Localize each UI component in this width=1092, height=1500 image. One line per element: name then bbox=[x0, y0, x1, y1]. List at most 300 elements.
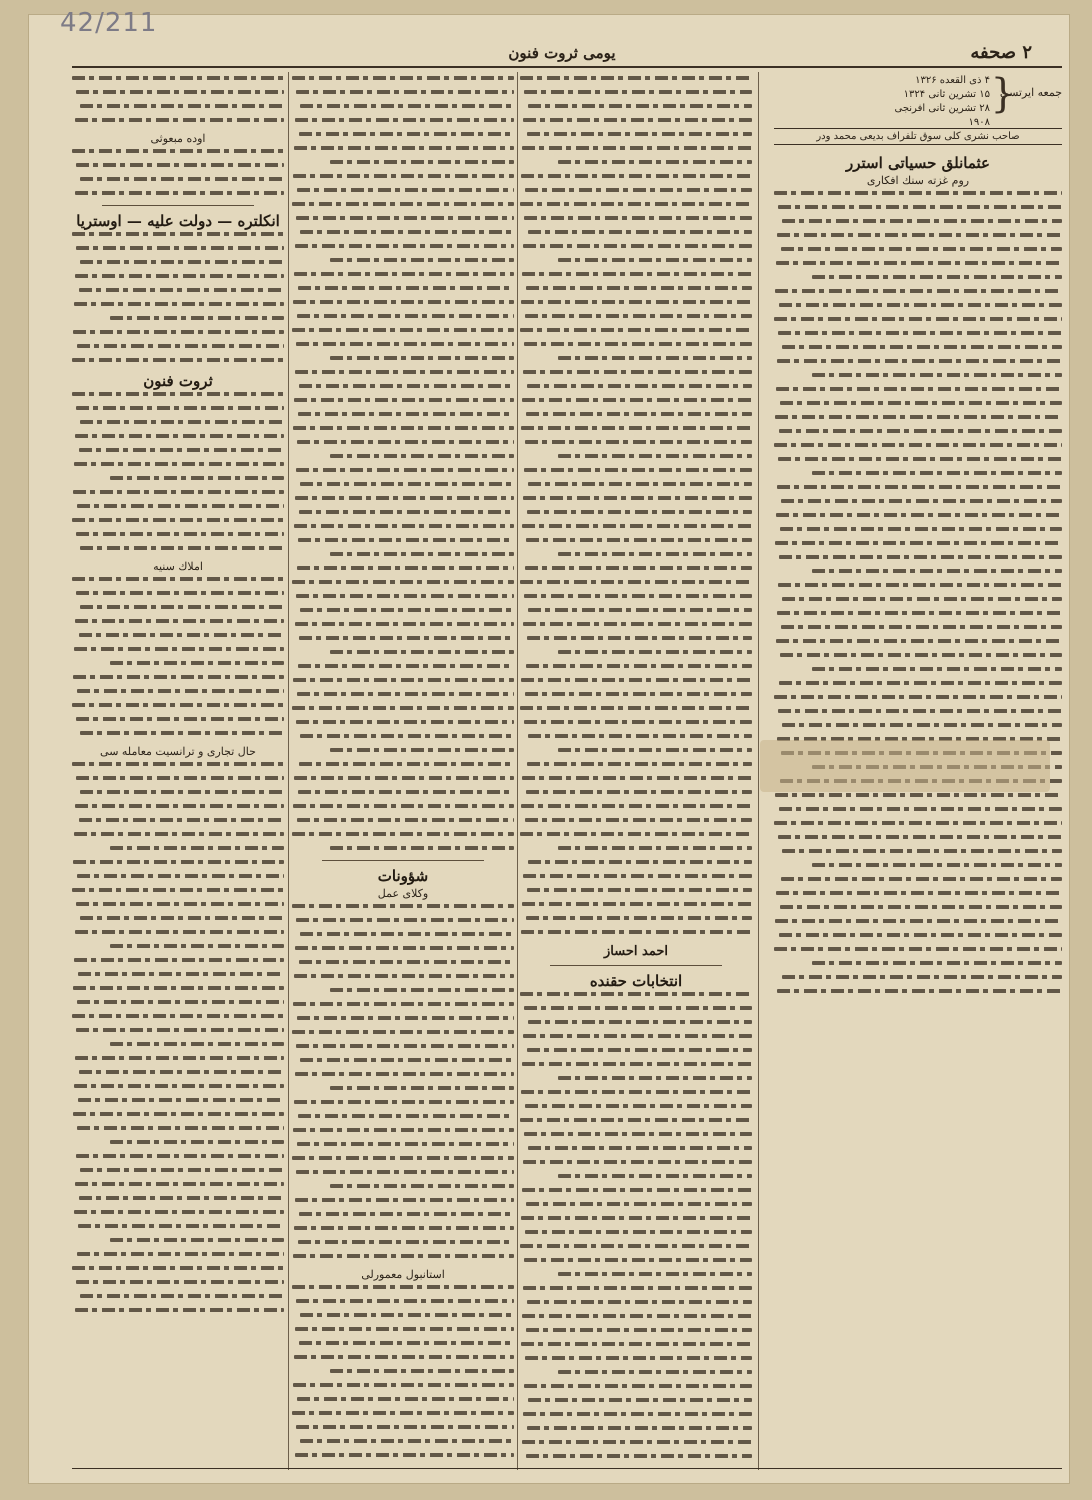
article-body bbox=[72, 76, 284, 122]
text-line bbox=[521, 174, 752, 178]
text-line bbox=[297, 314, 514, 318]
text-line bbox=[776, 513, 1062, 517]
text-line bbox=[299, 1341, 514, 1345]
text-line bbox=[299, 636, 514, 640]
text-line bbox=[80, 177, 284, 181]
text-line bbox=[297, 440, 514, 444]
text-line bbox=[294, 974, 514, 978]
text-line bbox=[520, 832, 752, 836]
text-line bbox=[524, 1132, 752, 1136]
text-line bbox=[521, 1342, 752, 1346]
text-line bbox=[77, 689, 284, 693]
text-line bbox=[524, 1384, 752, 1388]
text-line bbox=[292, 1030, 514, 1034]
text-line bbox=[523, 370, 752, 374]
text-line bbox=[782, 219, 1062, 223]
paper-name: یومی ثروت فنون bbox=[508, 44, 616, 62]
text-line bbox=[522, 1440, 752, 1444]
text-line bbox=[527, 1300, 752, 1304]
text-line bbox=[75, 118, 284, 122]
text-line bbox=[74, 462, 284, 466]
text-line bbox=[80, 420, 284, 424]
text-line bbox=[80, 605, 284, 609]
text-line bbox=[292, 580, 514, 584]
text-line bbox=[296, 1044, 514, 1048]
text-line bbox=[110, 316, 284, 320]
text-line bbox=[295, 496, 514, 500]
column-separator bbox=[517, 72, 518, 1470]
text-line bbox=[558, 748, 752, 752]
text-line bbox=[812, 471, 1062, 475]
text-line bbox=[297, 818, 514, 822]
text-line bbox=[782, 597, 1062, 601]
text-line bbox=[297, 1016, 514, 1020]
text-line bbox=[524, 720, 752, 724]
text-line bbox=[75, 191, 284, 195]
news-body bbox=[72, 762, 284, 1312]
news-body bbox=[72, 392, 284, 550]
text-line bbox=[73, 330, 284, 334]
text-line bbox=[522, 776, 752, 780]
text-line bbox=[292, 1285, 514, 1289]
text-line bbox=[523, 496, 752, 500]
text-line bbox=[73, 860, 284, 864]
text-line bbox=[295, 946, 514, 950]
text-line bbox=[777, 359, 1062, 363]
text-line bbox=[298, 412, 514, 416]
text-line bbox=[76, 1028, 284, 1032]
text-line bbox=[779, 555, 1062, 559]
text-line bbox=[526, 790, 752, 794]
text-line bbox=[76, 1154, 284, 1158]
text-line bbox=[776, 261, 1062, 265]
text-line bbox=[79, 818, 284, 822]
text-line bbox=[292, 1411, 514, 1415]
article-body bbox=[292, 76, 514, 850]
text-line bbox=[782, 345, 1062, 349]
text-line bbox=[524, 594, 752, 598]
archive-number: 42/211 bbox=[60, 8, 158, 38]
text-line bbox=[76, 902, 284, 906]
text-line bbox=[74, 958, 284, 962]
text-line bbox=[775, 415, 1062, 419]
text-line bbox=[521, 678, 752, 682]
text-line bbox=[558, 454, 752, 458]
text-line bbox=[295, 370, 514, 374]
text-line bbox=[75, 1056, 284, 1060]
text-line bbox=[520, 328, 752, 332]
text-line bbox=[779, 681, 1062, 685]
text-line bbox=[528, 860, 752, 864]
text-line bbox=[110, 476, 284, 480]
text-line bbox=[777, 611, 1062, 615]
text-line bbox=[298, 1240, 514, 1244]
text-line bbox=[524, 342, 752, 346]
text-line bbox=[779, 303, 1062, 307]
text-line bbox=[525, 440, 752, 444]
text-line bbox=[525, 1230, 752, 1234]
text-line bbox=[294, 1100, 514, 1104]
text-line bbox=[110, 661, 284, 665]
text-line bbox=[525, 188, 752, 192]
text-line bbox=[527, 762, 752, 766]
text-line bbox=[296, 1425, 514, 1429]
text-line bbox=[527, 888, 752, 892]
text-line bbox=[780, 653, 1062, 657]
text-line bbox=[299, 510, 514, 514]
text-line bbox=[72, 358, 284, 362]
text-line bbox=[520, 580, 752, 584]
text-line bbox=[299, 132, 514, 136]
text-line bbox=[525, 692, 752, 696]
text-line bbox=[76, 406, 284, 410]
text-line bbox=[523, 118, 752, 122]
text-line bbox=[110, 1140, 284, 1144]
text-line bbox=[774, 695, 1062, 699]
text-line bbox=[292, 202, 514, 206]
text-line bbox=[330, 356, 514, 360]
text-line bbox=[781, 625, 1062, 629]
text-line bbox=[523, 244, 752, 248]
text-line bbox=[777, 233, 1062, 237]
text-line bbox=[72, 518, 284, 522]
text-line bbox=[74, 1210, 284, 1214]
text-line bbox=[300, 482, 514, 486]
news-body bbox=[72, 149, 284, 195]
article-signature: احمد احساز bbox=[604, 944, 668, 959]
text-line bbox=[72, 1014, 284, 1018]
text-line bbox=[812, 373, 1062, 377]
text-line bbox=[293, 1002, 514, 1006]
text-line bbox=[72, 1266, 284, 1270]
text-line bbox=[558, 160, 752, 164]
text-line bbox=[295, 622, 514, 626]
text-line bbox=[77, 874, 284, 878]
text-line bbox=[774, 443, 1062, 447]
text-line bbox=[521, 1216, 752, 1220]
text-line bbox=[300, 1058, 514, 1062]
text-line bbox=[778, 457, 1062, 461]
text-line bbox=[72, 76, 284, 80]
text-line bbox=[524, 1258, 752, 1262]
text-line bbox=[76, 776, 284, 780]
text-line bbox=[526, 538, 752, 542]
text-line bbox=[522, 1062, 752, 1066]
text-line bbox=[74, 302, 284, 306]
text-line bbox=[297, 692, 514, 696]
text-line bbox=[296, 90, 514, 94]
date-list bbox=[870, 74, 990, 130]
text-line bbox=[526, 916, 752, 920]
text-line bbox=[72, 392, 284, 396]
text-line bbox=[295, 118, 514, 122]
text-line bbox=[522, 902, 752, 906]
text-line bbox=[296, 1170, 514, 1174]
date-brace: { bbox=[990, 71, 1016, 117]
text-line bbox=[527, 510, 752, 514]
text-line bbox=[292, 832, 514, 836]
text-line bbox=[294, 398, 514, 402]
text-line bbox=[76, 717, 284, 721]
date-box bbox=[774, 70, 1062, 128]
text-line bbox=[524, 468, 752, 472]
text-line bbox=[76, 90, 284, 94]
section-title: شؤونات bbox=[377, 867, 429, 885]
text-line bbox=[782, 723, 1062, 727]
text-line bbox=[812, 961, 1062, 965]
text-line bbox=[528, 734, 752, 738]
text-line bbox=[292, 328, 514, 332]
text-line bbox=[558, 258, 752, 262]
text-line bbox=[300, 230, 514, 234]
text-line bbox=[76, 163, 284, 167]
article-title: عثمانلق حسیاتی استرر bbox=[845, 154, 991, 172]
text-line bbox=[76, 246, 284, 250]
text-line bbox=[558, 1174, 752, 1178]
text-line bbox=[525, 1356, 752, 1360]
text-line bbox=[80, 1294, 284, 1298]
text-line bbox=[296, 468, 514, 472]
column-3 bbox=[292, 76, 514, 1464]
text-line bbox=[812, 667, 1062, 671]
text-line bbox=[295, 1072, 514, 1076]
column-separator bbox=[758, 72, 759, 1470]
text-line bbox=[525, 818, 752, 822]
article-title: انتخابات حقنده bbox=[589, 972, 683, 990]
news-heading: املاك سنيه bbox=[153, 560, 203, 573]
date-gregorian: ۲۸ تشرین ثانی افرنجی ۱۹۰۸ bbox=[894, 103, 990, 128]
text-line bbox=[293, 1383, 514, 1387]
text-line bbox=[79, 633, 284, 637]
text-line bbox=[294, 776, 514, 780]
text-line bbox=[330, 160, 514, 164]
text-line bbox=[522, 1314, 752, 1318]
text-line bbox=[558, 356, 752, 360]
text-line bbox=[72, 703, 284, 707]
text-line bbox=[300, 1439, 514, 1443]
text-line bbox=[72, 762, 284, 766]
text-line bbox=[79, 448, 284, 452]
text-line bbox=[110, 944, 284, 948]
text-line bbox=[294, 146, 514, 150]
text-line bbox=[526, 412, 752, 416]
text-line bbox=[523, 622, 752, 626]
text-line bbox=[524, 90, 752, 94]
text-line bbox=[296, 720, 514, 724]
text-line bbox=[80, 104, 284, 108]
text-line bbox=[77, 1000, 284, 1004]
text-line bbox=[72, 577, 284, 581]
text-line bbox=[330, 1184, 514, 1188]
text-line bbox=[297, 566, 514, 570]
article-body bbox=[520, 76, 752, 934]
text-line bbox=[778, 835, 1062, 839]
text-line bbox=[330, 258, 514, 262]
text-line bbox=[74, 832, 284, 836]
text-line bbox=[73, 675, 284, 679]
text-line bbox=[299, 762, 514, 766]
text-line bbox=[300, 1313, 514, 1317]
text-line bbox=[521, 1090, 752, 1094]
text-line bbox=[526, 664, 752, 668]
text-line bbox=[110, 1238, 284, 1242]
article-subtitle: روم غزته سنك افكاری bbox=[866, 174, 970, 187]
section-subtitle: استانبول معمورلی bbox=[361, 1268, 445, 1281]
text-line bbox=[79, 288, 284, 292]
text-line bbox=[778, 331, 1062, 335]
text-line bbox=[330, 552, 514, 556]
text-line bbox=[330, 748, 514, 752]
text-line bbox=[527, 384, 752, 388]
text-line bbox=[779, 933, 1062, 937]
text-line bbox=[293, 300, 514, 304]
divider bbox=[102, 205, 254, 206]
text-line bbox=[73, 490, 284, 494]
text-line bbox=[80, 1168, 284, 1172]
text-line bbox=[774, 947, 1062, 951]
footer-rule bbox=[72, 1468, 1062, 1469]
news-heading: اوده مبعوثی bbox=[150, 132, 206, 145]
text-line bbox=[299, 960, 514, 964]
text-line bbox=[523, 1034, 752, 1038]
text-line bbox=[80, 731, 284, 735]
text-line bbox=[77, 1126, 284, 1130]
text-line bbox=[293, 426, 514, 430]
text-line bbox=[75, 274, 284, 278]
text-line bbox=[298, 538, 514, 542]
text-line bbox=[296, 918, 514, 922]
text-line bbox=[330, 454, 514, 458]
text-line bbox=[79, 1070, 284, 1074]
text-line bbox=[774, 317, 1062, 321]
text-line bbox=[525, 314, 752, 318]
text-line bbox=[80, 546, 284, 550]
news-heading: ثروت فنون bbox=[143, 372, 213, 390]
text-line bbox=[522, 146, 752, 150]
text-line bbox=[522, 524, 752, 528]
date-day: جمعه ایرتسی bbox=[999, 86, 1062, 99]
section-body bbox=[292, 1285, 514, 1464]
text-line bbox=[293, 174, 514, 178]
text-line bbox=[526, 1202, 752, 1206]
text-line bbox=[300, 608, 514, 612]
text-line bbox=[528, 482, 752, 486]
text-line bbox=[299, 384, 514, 388]
text-line bbox=[558, 552, 752, 556]
text-line bbox=[292, 1156, 514, 1160]
text-line bbox=[295, 1198, 514, 1202]
text-line bbox=[520, 992, 752, 996]
text-line bbox=[76, 1280, 284, 1284]
text-line bbox=[73, 986, 284, 990]
text-line bbox=[780, 401, 1062, 405]
text-line bbox=[80, 916, 284, 920]
text-line bbox=[779, 429, 1062, 433]
text-line bbox=[298, 1114, 514, 1118]
text-line bbox=[774, 191, 1062, 195]
text-line bbox=[527, 1048, 752, 1052]
text-line bbox=[778, 583, 1062, 587]
text-line bbox=[524, 1006, 752, 1010]
text-line bbox=[77, 344, 284, 348]
text-line bbox=[76, 591, 284, 595]
text-line bbox=[300, 932, 514, 936]
text-line bbox=[296, 342, 514, 346]
text-line bbox=[558, 846, 752, 850]
text-line bbox=[776, 891, 1062, 895]
text-line bbox=[523, 1286, 752, 1290]
column-4 bbox=[72, 76, 284, 1464]
text-line bbox=[528, 104, 752, 108]
text-line bbox=[522, 1188, 752, 1192]
text-line bbox=[778, 205, 1062, 209]
text-line bbox=[298, 664, 514, 668]
text-line bbox=[76, 532, 284, 536]
text-line bbox=[297, 188, 514, 192]
text-line bbox=[297, 1397, 514, 1401]
text-line bbox=[293, 678, 514, 682]
section-subtitle: وكلای عمل bbox=[377, 887, 429, 900]
text-line bbox=[520, 706, 752, 710]
text-line bbox=[295, 1453, 514, 1457]
text-line bbox=[77, 1252, 284, 1256]
text-line bbox=[330, 650, 514, 654]
text-line bbox=[297, 1142, 514, 1146]
text-line bbox=[294, 272, 514, 276]
text-line bbox=[812, 275, 1062, 279]
text-line bbox=[110, 846, 284, 850]
text-line bbox=[812, 569, 1062, 573]
text-line bbox=[558, 650, 752, 654]
text-line bbox=[521, 300, 752, 304]
text-line bbox=[110, 1042, 284, 1046]
text-line bbox=[78, 1224, 284, 1228]
text-line bbox=[298, 286, 514, 290]
news-heading: حال تجاری و ترانسیت معامله سی bbox=[100, 745, 256, 758]
text-line bbox=[78, 1098, 284, 1102]
text-line bbox=[296, 1299, 514, 1303]
text-line bbox=[558, 1272, 752, 1276]
text-line bbox=[72, 149, 284, 153]
text-line bbox=[781, 247, 1062, 251]
text-line bbox=[296, 216, 514, 220]
text-line bbox=[330, 988, 514, 992]
text-line bbox=[526, 286, 752, 290]
paper-stain bbox=[760, 740, 1050, 792]
text-line bbox=[74, 1084, 284, 1088]
page-label: ۲ صحفه bbox=[970, 42, 1032, 63]
text-line bbox=[521, 426, 752, 430]
text-line bbox=[292, 76, 514, 80]
text-line bbox=[528, 1146, 752, 1150]
text-line bbox=[775, 289, 1062, 293]
text-line bbox=[294, 1226, 514, 1230]
text-line bbox=[294, 1355, 514, 1359]
text-line bbox=[293, 804, 514, 808]
text-line bbox=[775, 919, 1062, 923]
text-line bbox=[775, 793, 1062, 797]
header-rule bbox=[72, 66, 1062, 68]
column-1 bbox=[774, 150, 1062, 1464]
text-line bbox=[295, 244, 514, 248]
text-line bbox=[79, 1196, 284, 1200]
text-line bbox=[528, 608, 752, 612]
date-rumi: ۱۵ تشرین ثانی ۱۳۲۴ bbox=[903, 89, 990, 100]
text-line bbox=[75, 1182, 284, 1186]
text-line bbox=[78, 972, 284, 976]
text-line bbox=[296, 594, 514, 598]
text-line bbox=[782, 849, 1062, 853]
